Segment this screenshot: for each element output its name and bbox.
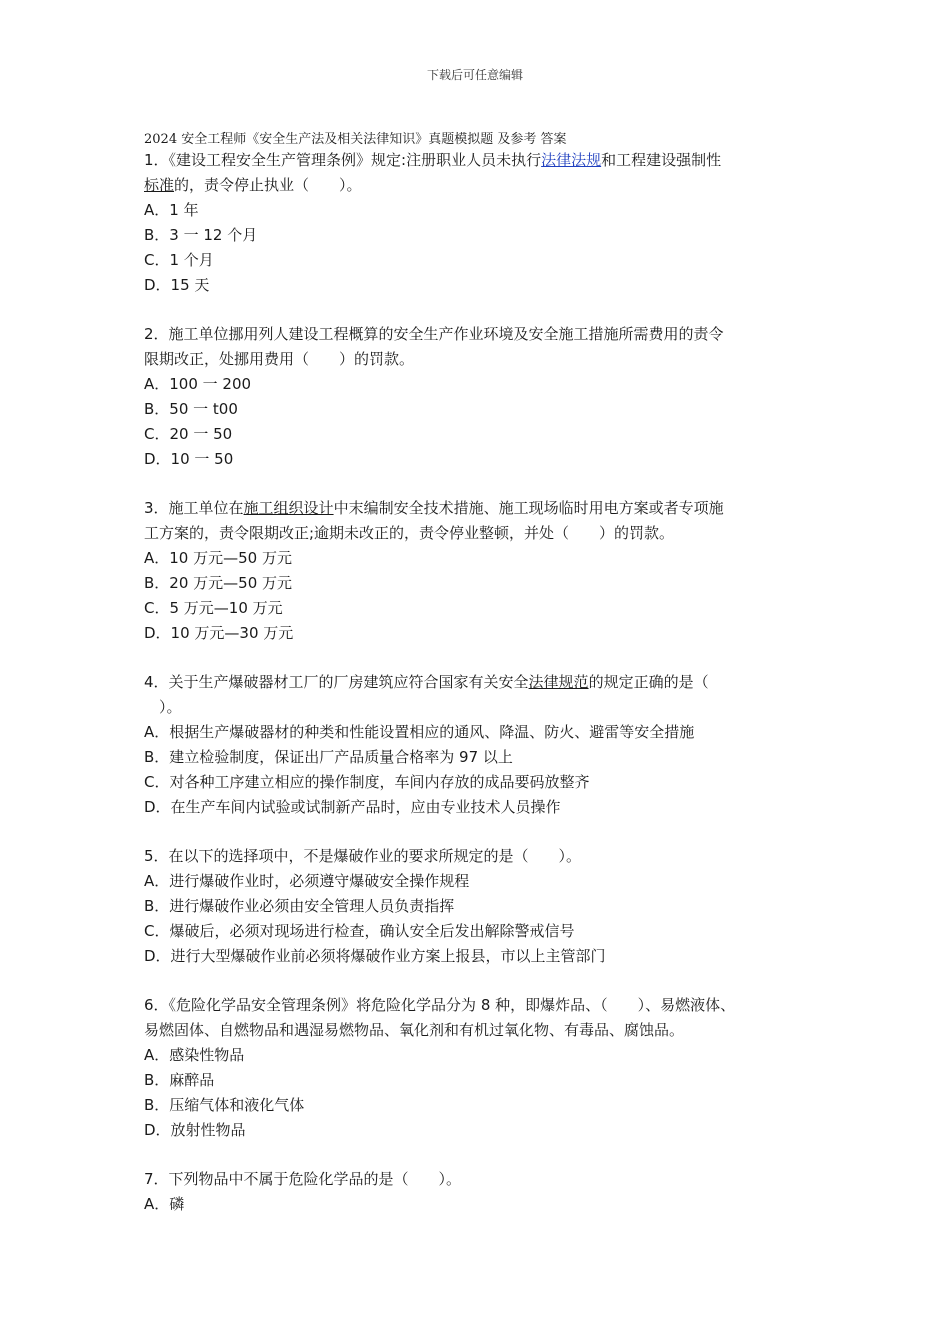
question-text-line bbox=[144, 496, 824, 521]
question-text-line bbox=[144, 695, 824, 720]
answer-option: C．1 个月 bbox=[144, 251, 214, 269]
answer-option: B．20 万元—50 万元 bbox=[144, 574, 293, 592]
answer-option: A．100 一 200 bbox=[144, 375, 252, 393]
document-title: 2024 安全工程师《安全生产法及相关法律知识》真题模拟题 及参考 答案 bbox=[144, 132, 567, 147]
question-text-line bbox=[144, 173, 824, 198]
hyperlink[interactable]: 法律法规 bbox=[541, 151, 602, 169]
question-text: 1．《建设工程安全生产管理条例》规定:注册职业人员未执行 bbox=[144, 151, 542, 169]
question-text: 的规定正确的是（ bbox=[588, 673, 709, 691]
answer-option: A．1 年 bbox=[144, 201, 199, 219]
answer-option: A．磷 bbox=[144, 1195, 185, 1213]
question-list bbox=[144, 148, 824, 1241]
question-block bbox=[144, 844, 824, 969]
question-text-line bbox=[144, 521, 824, 546]
question-text: 限期改正，处挪用费用（ ）的罚款。 bbox=[144, 350, 415, 368]
question-text: ）。 bbox=[144, 698, 182, 716]
question-block bbox=[144, 670, 824, 820]
question-text: 6．《危险化学品安全管理条例》将危险化学品分为 8 种，即爆炸品、（ ）、易燃液体、 bbox=[144, 996, 736, 1014]
answer-option: B．50 一 t00 bbox=[144, 400, 238, 418]
answer-option: B．麻醉品 bbox=[144, 1071, 215, 1089]
answer-option: A．感染性物品 bbox=[144, 1046, 245, 1064]
answer-option: C．20 一 50 bbox=[144, 425, 233, 443]
question-text: 的，责令停止执业（ ）。 bbox=[174, 176, 362, 194]
answer-option: A．10 万元—50 万元 bbox=[144, 549, 292, 567]
question-text: 工方案的，责令限期改正;逾期未改正的，责令停业整顿，并处（ ）的罚款。 bbox=[144, 524, 675, 542]
answer-option: D．在生产车间内试验或试制新产品时，应由专业技术人员操作 bbox=[144, 798, 561, 816]
underlined-term: 标准 bbox=[144, 176, 175, 194]
underlined-term: 施工组织设计 bbox=[243, 499, 334, 517]
answer-option: D．10 万元—30 万元 bbox=[144, 624, 294, 642]
question-text-line bbox=[144, 844, 824, 869]
question-text-line bbox=[144, 670, 824, 695]
question-block bbox=[144, 148, 824, 298]
question-text-line bbox=[144, 993, 824, 1018]
question-text: 和工程建设强制性 bbox=[601, 151, 722, 169]
answer-option: D．进行大型爆破作业前必须将爆破作业方案上报县，市以上主管部门 bbox=[144, 947, 606, 965]
question-text: 5．在以下的选择项中，不是爆破作业的要求所规定的是（ ）。 bbox=[144, 847, 582, 865]
question-block bbox=[144, 1167, 824, 1217]
answer-option: B．3 一 12 个月 bbox=[144, 226, 258, 244]
question-text-line bbox=[144, 1167, 824, 1192]
answer-option: B．进行爆破作业必须由安全管理人员负责指挥 bbox=[144, 897, 455, 915]
question-block bbox=[144, 322, 824, 472]
answer-option: A．进行爆破作业时，必须遵守爆破安全操作规程 bbox=[144, 872, 470, 890]
question-block bbox=[144, 993, 824, 1143]
answer-option: D．10 一 50 bbox=[144, 450, 234, 468]
question-text: 2．施工单位挪用列人建设工程概算的安全生产作业环境及安全施工措施所需费用的责令 bbox=[144, 325, 724, 343]
question-text: 中末编制安全技术措施、施工现场临时用电方案或者专项施 bbox=[333, 499, 724, 517]
question-text: 易燃固体、自燃物品和遇湿易燃物品、氧化剂和有机过氧化物、有毒品、腐蚀品。 bbox=[144, 1021, 685, 1039]
answer-option: C．对各种工序建立相应的操作制度，车间内存放的成品要码放整齐 bbox=[144, 773, 590, 791]
answer-option: C．5 万元—10 万元 bbox=[144, 599, 283, 617]
answer-option: D．放射性物品 bbox=[144, 1121, 246, 1139]
question-text: 3．施工单位在 bbox=[144, 499, 244, 517]
answer-option: C．爆破后，必须对现场进行检查，确认安全后发出解除警戒信号 bbox=[144, 922, 575, 940]
answer-option: A．根据生产爆破器材的种类和性能设置相应的通风、降温、防火、避雷等安全措施 bbox=[144, 723, 695, 741]
question-text-line bbox=[144, 322, 824, 347]
question-text: 4．关于生产爆破器材工厂的厂房建筑应符合国家有关安全 bbox=[144, 673, 529, 691]
question-text-line bbox=[144, 148, 824, 173]
answer-option: B．压缩气体和液化气体 bbox=[144, 1096, 305, 1114]
question-text-line bbox=[144, 347, 824, 372]
answer-option: B．建立检验制度，保证出厂产品质量合格率为 97 以上 bbox=[144, 748, 513, 766]
underlined-term: 法律规范 bbox=[528, 673, 589, 691]
question-text: 7．下列物品中不属于危险化学品的是（ ）。 bbox=[144, 1170, 462, 1188]
page-header: 下载后可任意编辑 bbox=[426, 68, 523, 82]
question-block bbox=[144, 496, 824, 646]
answer-option: D．15 天 bbox=[144, 276, 210, 294]
question-text-line bbox=[144, 1018, 824, 1043]
